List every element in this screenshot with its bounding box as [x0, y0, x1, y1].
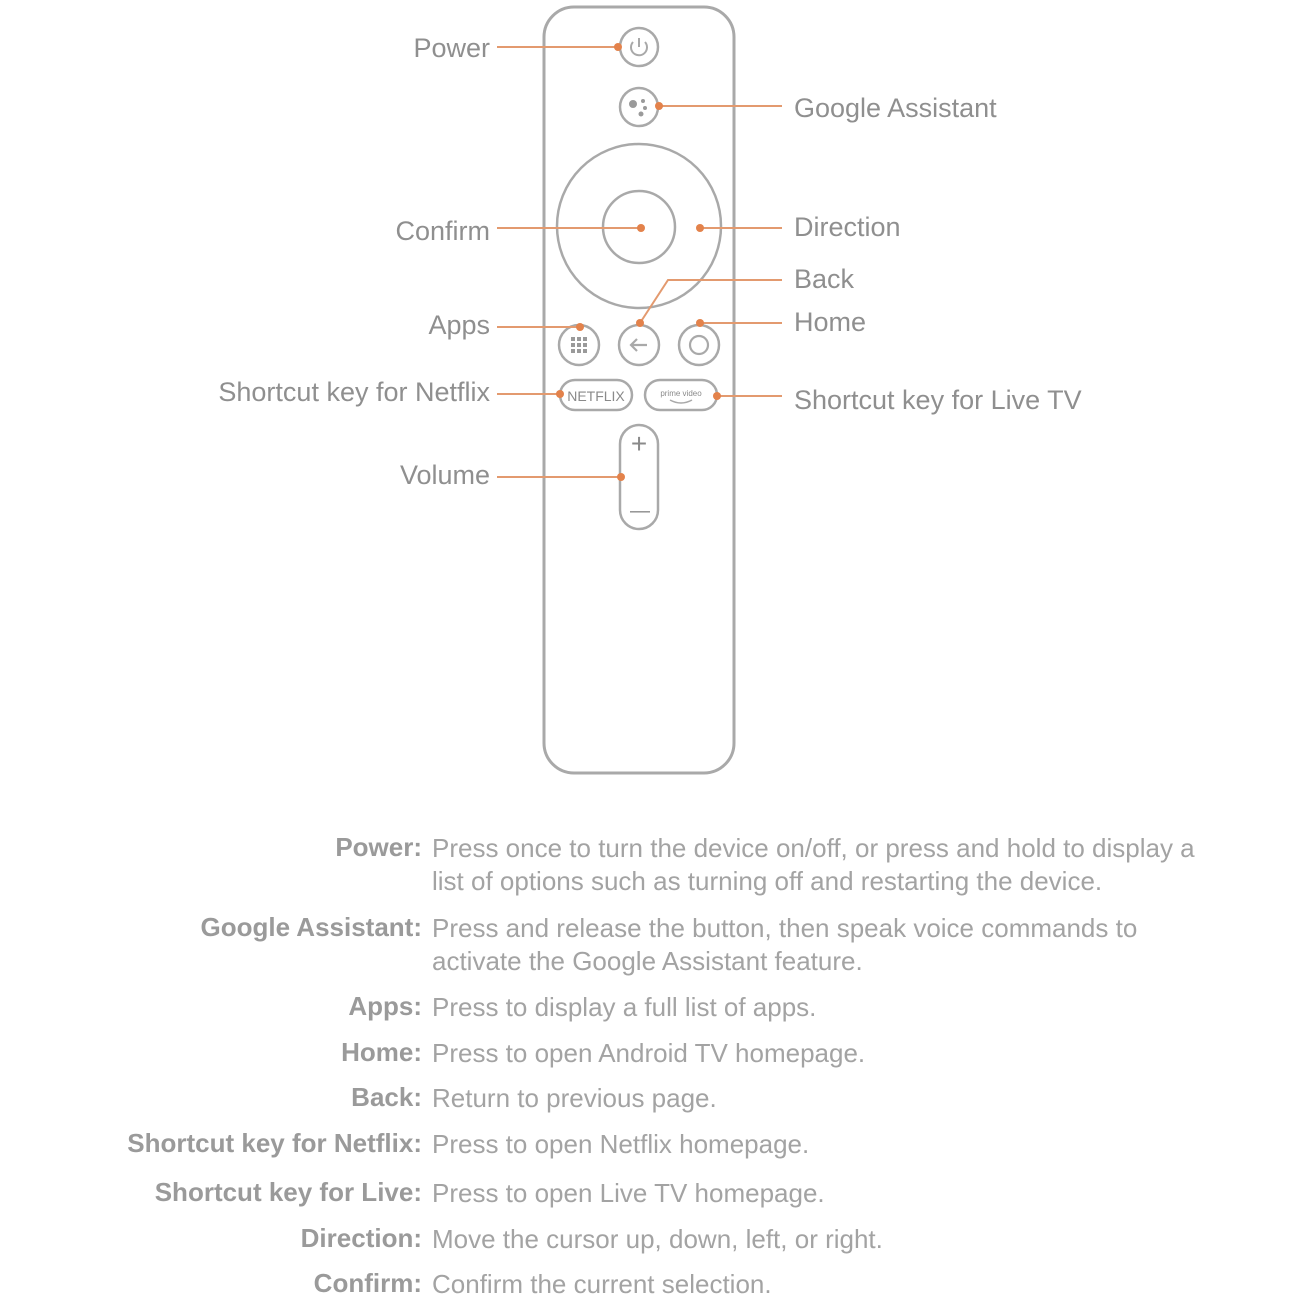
description-text: Return to previous page. — [432, 1083, 717, 1113]
description-text: Move the cursor up, down, left, or right. — [432, 1224, 883, 1254]
description-text: Press to display a full list of apps. — [432, 992, 817, 1022]
prime-video-logo-text: prime video — [660, 389, 702, 398]
apps-grid-icon — [571, 337, 587, 353]
back-arrow-icon — [631, 339, 647, 351]
callout-netflix: Shortcut key for Netflix — [218, 377, 490, 407]
home-circle-icon — [690, 336, 708, 354]
description-term: Apps: — [348, 991, 422, 1021]
callout-power: Power — [413, 33, 490, 63]
description-text: Press to open Android TV homepage. — [432, 1038, 866, 1068]
volume-plus-icon: + — [630, 428, 648, 459]
description-term: Google Assistant: — [200, 912, 422, 942]
google-assistant-icon — [629, 99, 647, 117]
prime-smile-icon — [670, 400, 692, 403]
callout-google-assistant: Google Assistant — [794, 93, 997, 123]
back-button — [619, 325, 659, 365]
callout-apps: Apps — [428, 310, 490, 340]
live-tv-shortcut-button — [645, 380, 717, 410]
description-term: Back: — [351, 1082, 422, 1112]
description-text: Press and release the button, then speak voice commands to activate the Google Assistant feature. — [432, 913, 1138, 976]
description-term: Direction: — [300, 1223, 422, 1253]
callout-home: Home — [794, 307, 867, 337]
volume-rocker — [620, 425, 658, 529]
description-term: Confirm: — [313, 1268, 422, 1298]
apps-button — [559, 325, 599, 365]
callout-volume: Volume — [399, 460, 490, 490]
description-term: Shortcut key for Netflix: — [127, 1128, 422, 1158]
callout-live-tv: Shortcut key for Live TV — [794, 385, 1082, 415]
description-term: Power: — [335, 832, 422, 862]
google-assistant-button — [620, 88, 658, 126]
description-text: Press to open Live TV homepage. — [432, 1178, 825, 1208]
power-button — [620, 28, 658, 66]
callout-back: Back — [794, 264, 855, 294]
home-button — [679, 325, 719, 365]
netflix-shortcut-button — [560, 380, 632, 410]
callout-confirm: Confirm — [395, 216, 490, 246]
netflix-logo-text: NETFLIX — [567, 388, 625, 404]
description-term: Shortcut key for Live: — [154, 1177, 422, 1207]
description-text: Press to open Netflix homepage. — [432, 1129, 810, 1159]
description-text: Confirm the current selection. — [432, 1269, 772, 1299]
description-text: Press once to turn the device on/off, or press and hold to display a list of options such as turning off and restarting the device. — [432, 833, 1195, 896]
description-term: Home: — [341, 1037, 422, 1067]
callout-direction: Direction — [794, 212, 901, 242]
volume-minus-icon: — — [630, 500, 650, 522]
